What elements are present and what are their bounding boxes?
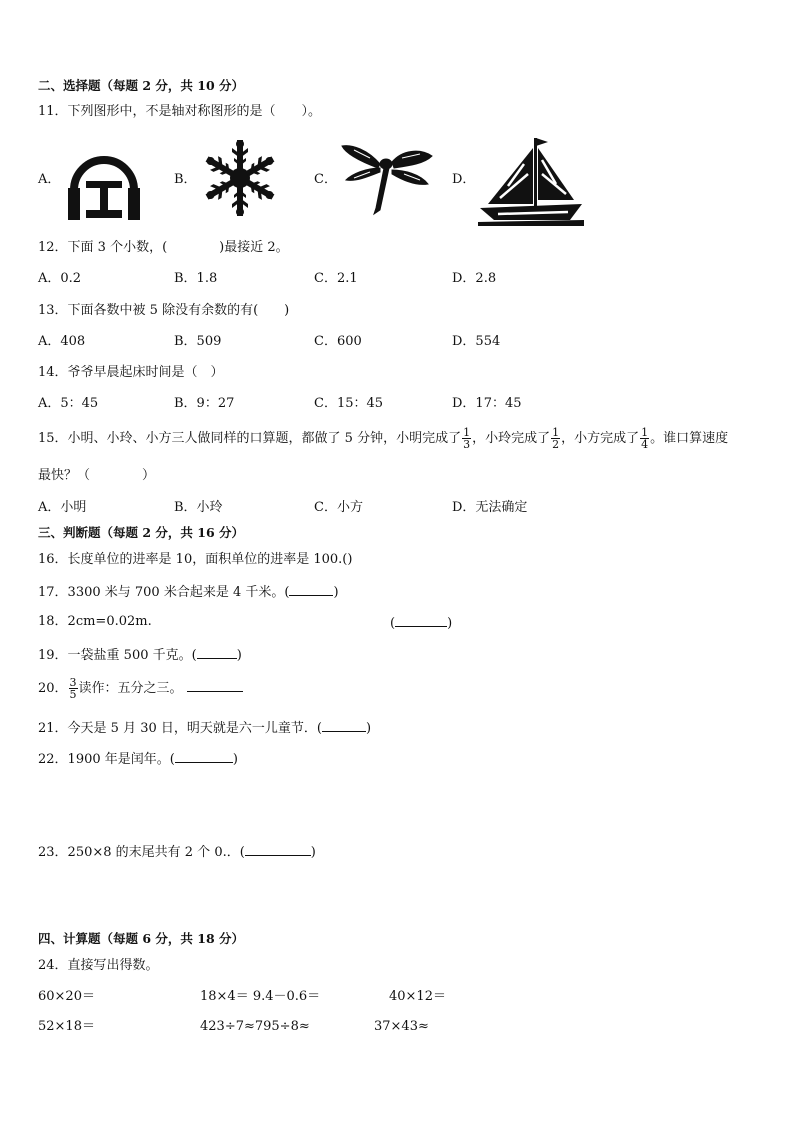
question-11-stem: 11．下列图形中，不是轴对称图形的是（ ）。 — [38, 104, 322, 119]
answer-blank[interactable] — [395, 614, 447, 627]
q12-option-c: C．2.1 — [314, 271, 358, 286]
q22-text: 22．1900 年是闰年。( — [38, 752, 175, 767]
q11-option-b-label: B． — [174, 172, 197, 187]
fraction-denominator: 4 — [641, 438, 649, 451]
q23-text: 23．250×8 的末尾共有 2 个 0.．( — [38, 845, 245, 860]
calc-item: 52×18＝ — [38, 1019, 95, 1034]
question-23 — [38, 843, 316, 861]
q19-text: 19．一袋盐重 500 千克。( — [38, 648, 197, 663]
q22-close: ) — [232, 752, 238, 767]
section-header-choice: 二、选择题（每题 2 分，共 10 分） — [38, 78, 245, 93]
q12-option-a: A．0.2 — [38, 271, 82, 286]
fraction-numerator: 3 — [69, 676, 77, 689]
calc-item: 37×43≈ — [374, 1019, 429, 1034]
fraction-one-half — [551, 427, 560, 450]
q15-option-d: D．无法确定 — [452, 500, 528, 515]
question-18-text: 18．2cm=0.02m. — [38, 614, 152, 629]
answer-blank[interactable] — [289, 583, 333, 596]
q11-option-d-label: D． — [452, 172, 476, 187]
answer-blank[interactable] — [245, 843, 311, 856]
answer-blank[interactable] — [197, 646, 237, 659]
question-15-line2: 最快？（ ） — [38, 468, 156, 483]
q18-close: ) — [447, 616, 453, 631]
fraction-denominator: 3 — [463, 438, 471, 451]
q20-prefix: 20． — [38, 681, 68, 696]
q13-option-c: C．600 — [314, 334, 362, 349]
question-15-stem — [38, 424, 728, 454]
q23-close: ) — [310, 845, 316, 860]
q11-option-c-label: C． — [314, 172, 337, 187]
q18-open: ( — [390, 616, 396, 631]
q12-option-b: B．1.8 — [174, 271, 218, 286]
calc-item: 40×12＝ — [389, 989, 446, 1004]
q15-text-1: 15．小明、小玲、小方三人做同样的口算题，都做了 5 分钟，小明完成了 — [38, 431, 462, 446]
question-17 — [38, 583, 339, 601]
question-22 — [38, 750, 238, 768]
q11-option-a-label: A． — [38, 172, 61, 187]
question-21 — [38, 719, 371, 737]
q15-option-a: A．小明 — [38, 500, 87, 515]
q19-close: ) — [236, 648, 242, 663]
q21-close: ) — [365, 721, 372, 736]
question-14-stem: 14．爷爷早晨起床时间是（ ） — [38, 365, 224, 380]
q15-option-c: C．小方 — [314, 500, 363, 515]
q14-option-c: C．15：45 — [314, 396, 384, 411]
fraction-one-third — [462, 427, 471, 450]
question-18-answer — [390, 614, 452, 632]
q14-option-b: B．9：27 — [174, 396, 235, 411]
q17-close: ) — [333, 585, 339, 600]
calc-item: 18×4＝ 9.4－0.6＝ — [200, 989, 321, 1004]
calc-item: 423÷7≈795÷8≈ — [200, 1019, 310, 1034]
question-12-stem: 12．下面 3 个小数，( )最接近 2。 — [38, 240, 289, 255]
answer-blank[interactable] — [187, 679, 243, 692]
fraction-numerator: 1 — [463, 426, 471, 439]
metro-logo-icon — [66, 138, 142, 224]
q15-text-3: ，小方完成了 — [561, 431, 640, 446]
q13-option-d: D．554 — [452, 334, 501, 349]
fraction-numerator: 1 — [552, 426, 560, 439]
q15-text-2: ，小玲完成了 — [472, 431, 551, 446]
q21-text: 21．今天是 5 月 30 日，明天就是六一儿童节．( — [38, 721, 322, 736]
calc-item: 60×20＝ — [38, 989, 95, 1004]
fraction-three-fifths — [69, 677, 78, 700]
q13-option-b: B．509 — [174, 334, 222, 349]
fraction-numerator: 1 — [641, 426, 649, 439]
q13-option-a: A．408 — [38, 334, 86, 349]
question-13-stem: 13．下面各数中被 5 除没有余数的有( ) — [38, 303, 290, 318]
question-16: 16．长度单位的进率是 10，面积单位的进率是 100.() — [38, 552, 353, 567]
dragonfly-icon — [340, 140, 436, 220]
question-20 — [38, 674, 243, 704]
q14-option-d: D．17：45 — [452, 396, 522, 411]
question-19 — [38, 646, 242, 664]
fraction-denominator: 5 — [69, 688, 77, 701]
q17-text: 17．3300 米与 700 米合起来是 4 千米。( — [38, 585, 290, 600]
section-header-judgement: 三、判断题（每题 2 分，共 16 分） — [38, 525, 245, 540]
sailboat-icon — [478, 134, 584, 226]
section-header-calculation: 四、计算题（每题 6 分，共 18 分） — [38, 931, 245, 946]
answer-blank[interactable] — [322, 719, 366, 732]
q15-option-b: B．小玲 — [174, 500, 223, 515]
q15-text-4: 。谁口算速度 — [650, 431, 729, 446]
answer-blank[interactable] — [175, 750, 233, 763]
q12-option-d: D．2.8 — [452, 271, 497, 286]
snowflake-icon — [200, 138, 280, 218]
q20-text: 读作：五分之三。 — [78, 681, 183, 696]
question-24-stem: 24．直接写出得数。 — [38, 958, 159, 973]
fraction-denominator: 2 — [552, 438, 560, 451]
q14-option-a: A．5：45 — [38, 396, 99, 411]
fraction-one-quarter — [640, 427, 649, 450]
